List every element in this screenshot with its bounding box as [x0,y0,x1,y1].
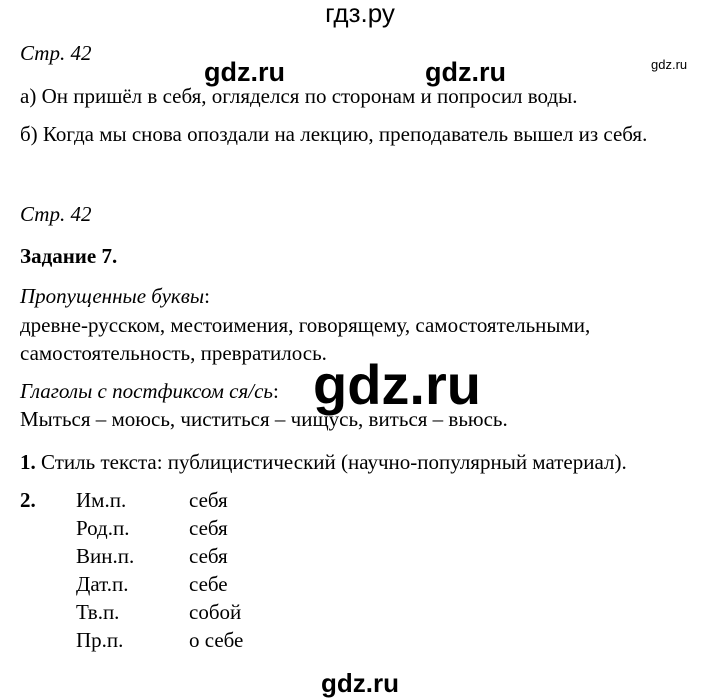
missing-letters-line-1: древне-русском, местоимения, говорящему, самостоятельными, [20,313,591,337]
watermark-mid-1: gdz.ru [204,57,285,87]
verbs-heading [20,381,279,402]
case-value: себя [189,516,228,540]
page-ref-2: Стр. 42 [20,202,92,226]
item-1 [20,452,627,473]
missing-letters-label: Пропущенные буквы [20,284,205,308]
item-1-text: Стиль текста: публицистический (научно-популярный материал). [41,450,627,474]
verbs-colon: : [272,379,279,403]
case-label: Дат.п. [76,572,129,596]
missing-letters-heading [20,286,210,307]
watermark-mid-2: gdz.ru [425,57,506,87]
case-value: о себе [189,628,244,652]
case-label: Им.п. [76,488,127,512]
sentence-b: б) Когда мы снова опоздали на лекцию, преподаватель вышел из себя. [20,122,648,146]
case-value: себя [189,488,228,512]
task-title: Задание 7. [20,244,118,268]
verbs-line: Мыться – моюсь, чиститься – чищусь, виться – вьюсь. [20,407,508,431]
watermark-top: гдз.ру [325,0,395,28]
case-label: Вин.п. [76,544,135,568]
case-label: Род.п. [76,516,130,540]
case-value: себе [189,572,228,596]
item-1-number: 1. [20,450,36,474]
verbs-label: Глаголы с постфиксом ся/сь [20,379,273,403]
missing-letters-line-2: самостоятельность, превратилось. [20,341,327,365]
page-ref-1: Стр. 42 [20,41,92,65]
watermark-big: gdz.ru [313,353,481,416]
sentence-a: а) Он пришёл в себя, огляделся по сторонам и попросил воды. [20,84,578,108]
watermark-bottom: gdz.ru [321,668,399,698]
case-label: Пр.п. [76,628,124,652]
case-value: собой [189,600,242,624]
case-value: себя [189,544,228,568]
watermark-small: gdz.ru [651,57,688,72]
item-2-number: 2. [20,488,36,512]
missing-letters-colon: : [204,284,210,308]
case-label: Тв.п. [76,600,120,624]
